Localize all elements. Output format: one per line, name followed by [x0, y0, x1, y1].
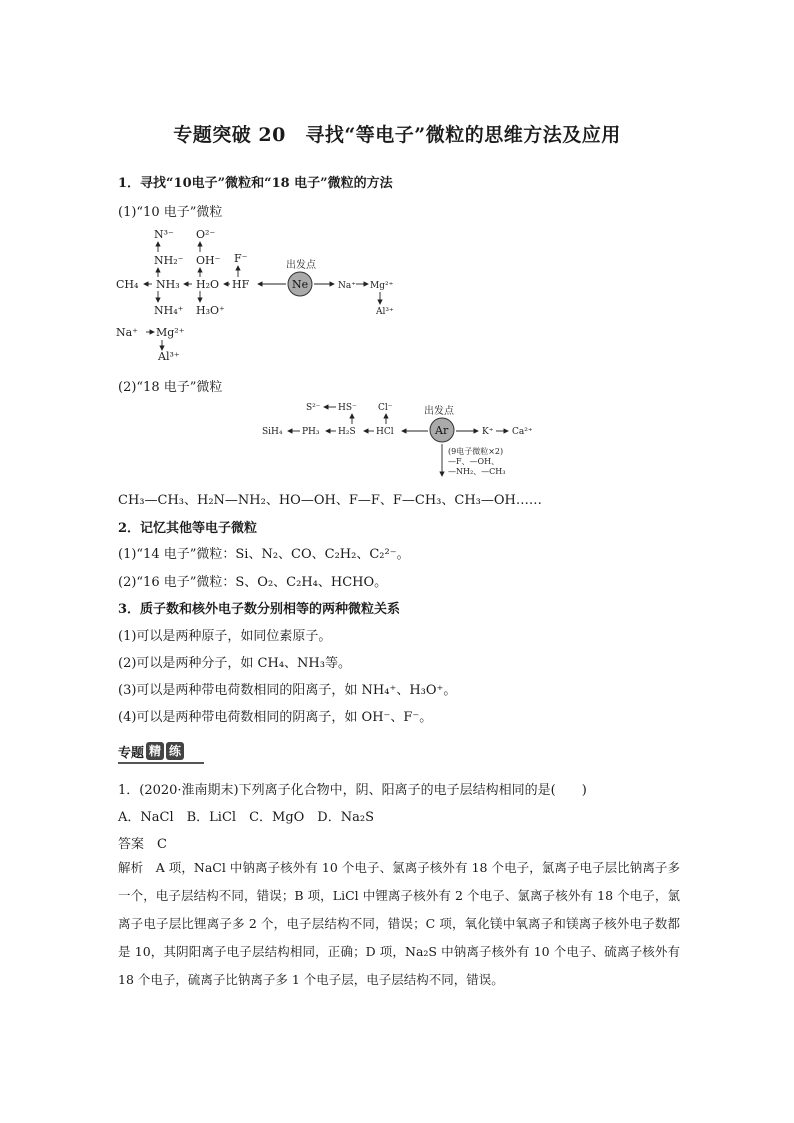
- sih4-label: SiH₄: [262, 427, 283, 437]
- f-label: F⁻: [234, 252, 248, 265]
- hs-label: HS⁻: [338, 403, 357, 413]
- item-14-electron: (1)“14 电子”微粒：Si、N₂、CO、C₂H₂、C₂²⁻。: [118, 547, 410, 562]
- badge-underline: [118, 762, 204, 764]
- hf-label: HF: [232, 278, 250, 291]
- badge-char-1: 精: [146, 742, 164, 760]
- hcl-label: HCl: [376, 427, 394, 437]
- h3o-label: H₃O⁺: [196, 304, 225, 317]
- al2-label: Al³⁺: [158, 350, 180, 363]
- question-options: A．NaCl B．LiCl C．MgO D．Na₂S: [118, 810, 374, 825]
- badge-char-2: 练: [166, 742, 184, 760]
- relation-item-2: (2)可以是两种分子，如 CH₄、NH₃等。: [118, 656, 351, 671]
- question-stem: 1．(2020·淮南期末)下列离子化合物中，阴、阳离子的电子层结构相同的是( ): [118, 783, 587, 798]
- h2s-label: H₂S: [338, 427, 356, 437]
- al-label: Al³⁺: [376, 307, 394, 317]
- page-title: 专题突破 20 寻找“等电子”微粒的思维方法及应用: [173, 124, 621, 146]
- diagram-18-electron: [256, 398, 542, 480]
- ph3-label: PH₃: [302, 427, 320, 437]
- item-16-electron: (2)“16 电子”微粒：S、O₂、C₂H₄、HCHO。: [118, 575, 388, 590]
- h2o-label: H₂O: [196, 278, 220, 291]
- note-line-3: —NH₂、—CH₃: [448, 467, 506, 476]
- s2-label: S²⁻: [306, 403, 321, 413]
- cl-label: Cl⁻: [378, 403, 393, 413]
- relation-item-3: (3)可以是两种带电荷数相同的阳离子，如 NH₄⁺、H₃O⁺。: [118, 683, 457, 698]
- section-1-heading: 1．寻找“10电子”微粒和“18 电子”微粒的方法: [118, 176, 393, 191]
- ch4-label: CH₄: [116, 278, 139, 291]
- start-label-10: 出发点: [286, 260, 316, 271]
- start-label-18: 出发点: [424, 406, 454, 417]
- subheading-18-electron: (2)“18 电子”微粒: [118, 380, 223, 395]
- ar-label: Ar: [435, 424, 449, 437]
- diagram-10-electron: [112, 222, 412, 364]
- answer-line: 答案 C: [118, 837, 167, 852]
- section-3-heading: 3．质子数和核外电子数分别相等的两种微粒关系: [118, 602, 401, 617]
- nh3-label: NH₃: [156, 278, 180, 291]
- subheading-10-electron: (1)“10 电子”微粒: [118, 205, 223, 220]
- oh-label: OH⁻: [196, 254, 221, 267]
- na2-label: Na⁺: [116, 326, 138, 339]
- ca-label: Ca²⁺: [512, 427, 533, 437]
- badge-word: 专题: [118, 745, 145, 761]
- relation-item-1: (1)可以是两种原子，如同位素原子。: [118, 629, 332, 644]
- ne-label: Ne: [292, 278, 309, 291]
- o2-label: O²⁻: [196, 228, 216, 241]
- mg-label: Mg²⁺: [370, 281, 394, 291]
- nh4-label: NH₄⁺: [154, 304, 184, 317]
- explanation-paragraph: 解析 A 项，NaCl 中钠离子核外有 10 个电子、氯离子核外有 18 个电子，氯离子电子层比钠离子多一个，电子层结构不同，错误；B 项，LiCl 中锂离子核外有 2 个电子、氯离子核外有 18 个电子，氯离子电子层比锂离子多 2 个，电子层结构不同，错误；C 项，氧化镁中氧离子和镁离子核外电子数都是 10，其阴阳离子电子层结构相同，正确；D 项，Na₂S 中钠离子核外有 10 个电子、硫离子核外有 18 个电子，硫离子比钠离子多 1 个电子层，电子层结构不同，错误。: [118, 860, 680, 987]
- line-18-electron-examples: CH₃—CH₃、H₂N—NH₂、HO—OH、F—F、F—CH₃、CH₃—OH……: [118, 493, 542, 508]
- practice-badge: [118, 740, 184, 762]
- relation-item-4: (4)可以是两种带电荷数相同的阴离子，如 OH⁻、F⁻。: [118, 710, 433, 725]
- mg2-label: Mg²⁺: [156, 326, 185, 339]
- n3-label: N³⁻: [154, 228, 174, 241]
- k-label: K⁺: [482, 427, 494, 437]
- na-label: Na⁺: [338, 281, 356, 291]
- note-line-2: —F、—OH、: [448, 457, 500, 466]
- section-2-heading: 2．记忆其他等电子微粒: [118, 521, 258, 536]
- note-line-1: (9电子微粒×2): [448, 447, 504, 456]
- nh2-label: NH₂⁻: [154, 254, 184, 267]
